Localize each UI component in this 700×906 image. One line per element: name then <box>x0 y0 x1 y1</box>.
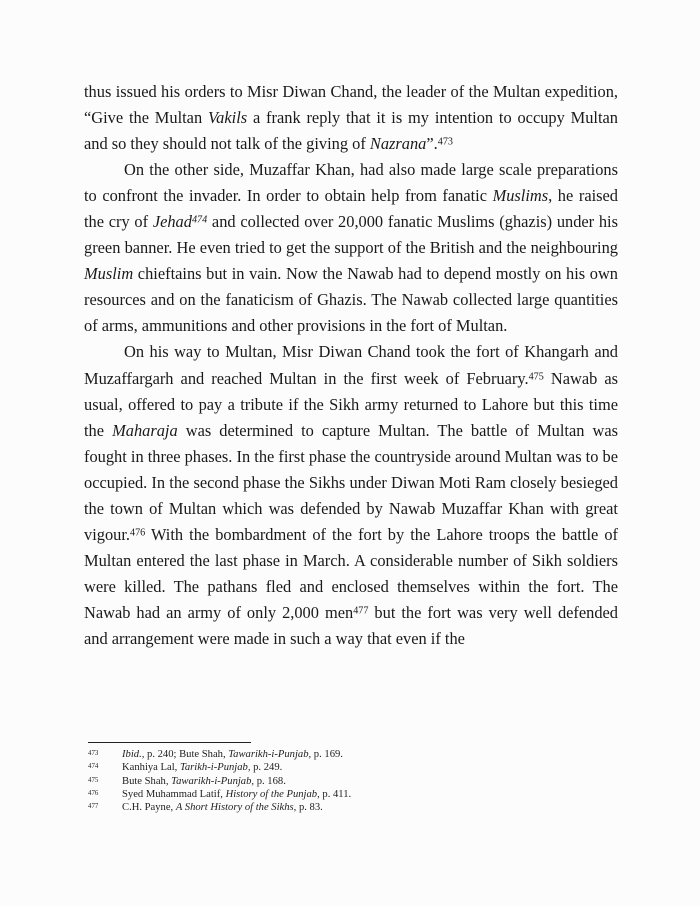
text-run: ”. <box>426 134 438 154</box>
footnote-text <box>122 762 282 773</box>
text-run: p. 249. <box>250 762 283 774</box>
footnote-item <box>84 748 618 761</box>
footnote-marker: 475 <box>528 371 544 383</box>
text-run: and collected over 20,000 fanatic Muslims (ghazis) under his green banner. He even tried to get the support of the British and the neighbouring <box>84 212 618 258</box>
text-run: Syed Muhammad Latif, <box>122 789 226 801</box>
italic-text: Maharaja <box>112 420 178 440</box>
footnote-text <box>122 776 286 787</box>
text-run: p. 168. <box>254 775 286 787</box>
text-run: On the other side, Muzaffar Khan, had also made large scale preparations to confront the invader. In order to obtain help from fanatic <box>84 160 618 206</box>
text-run: Nawab as usual, offered to pay a tribute if the Sikh army returned to Lahore but this time the <box>84 368 618 440</box>
italic-text: Muslims <box>492 186 549 206</box>
italic-text: Ibid., <box>122 749 145 760</box>
footnote-text <box>122 802 323 813</box>
footnote-separator-rule <box>88 742 251 743</box>
text-run: C.H. Payne, <box>122 802 176 814</box>
italic-text: History of the Punjab, <box>225 789 320 801</box>
footnote-marker: 474 <box>191 214 208 226</box>
footnote-marker: 477 <box>353 605 369 617</box>
text-run: p. 83. <box>296 802 323 814</box>
footnote-number: 473 <box>88 750 99 757</box>
text-run: thus issued his orders to Misr Diwan Chand, the leader of the Multan expedition, “Give the Multan <box>84 82 618 128</box>
italic-text: Tawarikh-i-Punjab, <box>228 749 312 760</box>
footnote-number: 474 <box>88 763 99 771</box>
italic-text: Tarikh-i-Punjab, <box>179 762 251 774</box>
footnote-list <box>84 748 618 815</box>
italic-text: A Short History of the Sikhs, <box>175 802 297 814</box>
footnote-item <box>84 788 618 801</box>
footnote-item <box>84 775 618 788</box>
footnote-item <box>84 761 618 774</box>
body-text-column <box>84 79 618 652</box>
text-run: p. 411. <box>319 789 352 801</box>
footnote-number: 475 <box>88 776 99 784</box>
text-run: chieftains but in vain. Now the Nawab had to depend mostly on his own resources and on the fanaticism of Ghazis. The Nawab collected large quantities of arms, ammunitions and other provisions in the fort of Multan. <box>84 264 618 336</box>
italic-text: Tawarikh-i-Punjab, <box>171 775 255 787</box>
italic-text: Muslim <box>84 264 134 284</box>
text-run: p. 240; Bute Shah, <box>144 749 229 760</box>
italic-text: Jehad <box>152 212 192 232</box>
text-run: Bute Shah, <box>122 775 172 787</box>
text-run: On his way to Multan, Misr Diwan Chand took the fort of Khangarh and Muzaffargarh and reached Multan in the first week of February. <box>84 342 618 388</box>
italic-text: Nazrana <box>369 134 427 154</box>
text-run: but the fort was very well defended and arrangement were made in such a way that even if the <box>84 602 619 648</box>
text-run: , he raised the cry of <box>84 186 618 232</box>
footnote-text <box>122 789 351 800</box>
footnote-number: 477 <box>88 803 99 811</box>
footnote-item <box>84 801 618 814</box>
paragraph-3 <box>84 339 618 652</box>
text-run: With the bombardment of the fort by the Lahore troops the battle of Multan entered the last phase in March. A considerable number of Sikh soldiers were killed. The pathans fled and enclosed themselves within the fort. The Nawab had an army of only 2,000 men <box>84 524 618 622</box>
italic-text: Vakils <box>207 108 248 128</box>
text-run: p. 169. <box>311 749 343 760</box>
paragraph-1 <box>84 79 618 157</box>
footnote-marker: 476 <box>130 527 146 539</box>
footnote-text <box>122 749 343 760</box>
text-run: a frank reply that it is my intention to occupy Multan and so they should not talk of the giving of <box>84 108 618 154</box>
paragraph-2 <box>84 157 618 339</box>
footnotes-section <box>84 742 618 815</box>
footnote-marker: 473 <box>437 136 453 148</box>
footnote-number: 476 <box>88 790 99 798</box>
text-run: was determined to capture Multan. The battle of Multan was fought in three phases. In the first phase the countryside around Multan was to be occupied. In the second phase the Sikhs under Diwan Moti Ram closely besieged the town of Multan which was defended by Nawab Muzaffar Khan with great vigour. <box>84 420 619 544</box>
text-run: Kanhiya Lal, <box>122 762 180 774</box>
